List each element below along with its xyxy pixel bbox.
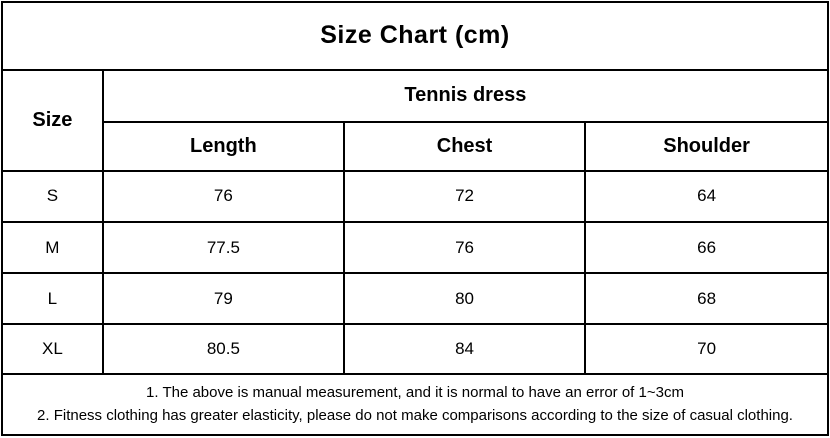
table-row-xl	[2, 324, 828, 373]
size-cell: M	[2, 222, 103, 273]
shoulder-cell: 64	[585, 171, 828, 222]
size-chart-sheet	[0, 1, 830, 438]
header-group-row	[2, 70, 828, 122]
title-row	[2, 2, 828, 70]
column-header-length: Length	[103, 122, 344, 171]
size-cell: L	[2, 273, 103, 324]
note-line-1: 1. The above is manual measurement, and it is normal to have an error of 1~3cm	[146, 384, 684, 401]
size-cell: S	[2, 171, 103, 222]
shoulder-cell: 70	[585, 324, 828, 373]
chest-cell: 80	[344, 273, 585, 324]
column-header-size: Size	[2, 70, 103, 171]
size-cell: XL	[2, 324, 103, 373]
product-group-header: Tennis dress	[103, 70, 828, 122]
length-cell: 77.5	[103, 222, 344, 273]
chest-cell: 72	[344, 171, 585, 222]
shoulder-cell: 66	[585, 222, 828, 273]
notes	[2, 374, 828, 435]
table-row-l	[2, 273, 828, 324]
column-header-shoulder: Shoulder	[585, 122, 828, 171]
notes-row	[2, 374, 828, 435]
table-row-m	[2, 222, 828, 273]
length-cell: 79	[103, 273, 344, 324]
length-cell: 76	[103, 171, 344, 222]
chest-cell: 76	[344, 222, 585, 273]
size-chart-table	[1, 1, 829, 436]
note-line-2: 2. Fitness clothing has greater elasticity, please do not make comparisons according to the size of casual clothing.	[37, 407, 793, 425]
column-header-chest: Chest	[344, 122, 585, 171]
table-row-s	[2, 171, 828, 222]
header-columns-row	[2, 122, 828, 171]
shoulder-cell: 68	[585, 273, 828, 324]
length-cell: 80.5	[103, 324, 344, 373]
chest-cell: 84	[344, 324, 585, 373]
page-title: Size Chart (cm)	[2, 2, 828, 70]
